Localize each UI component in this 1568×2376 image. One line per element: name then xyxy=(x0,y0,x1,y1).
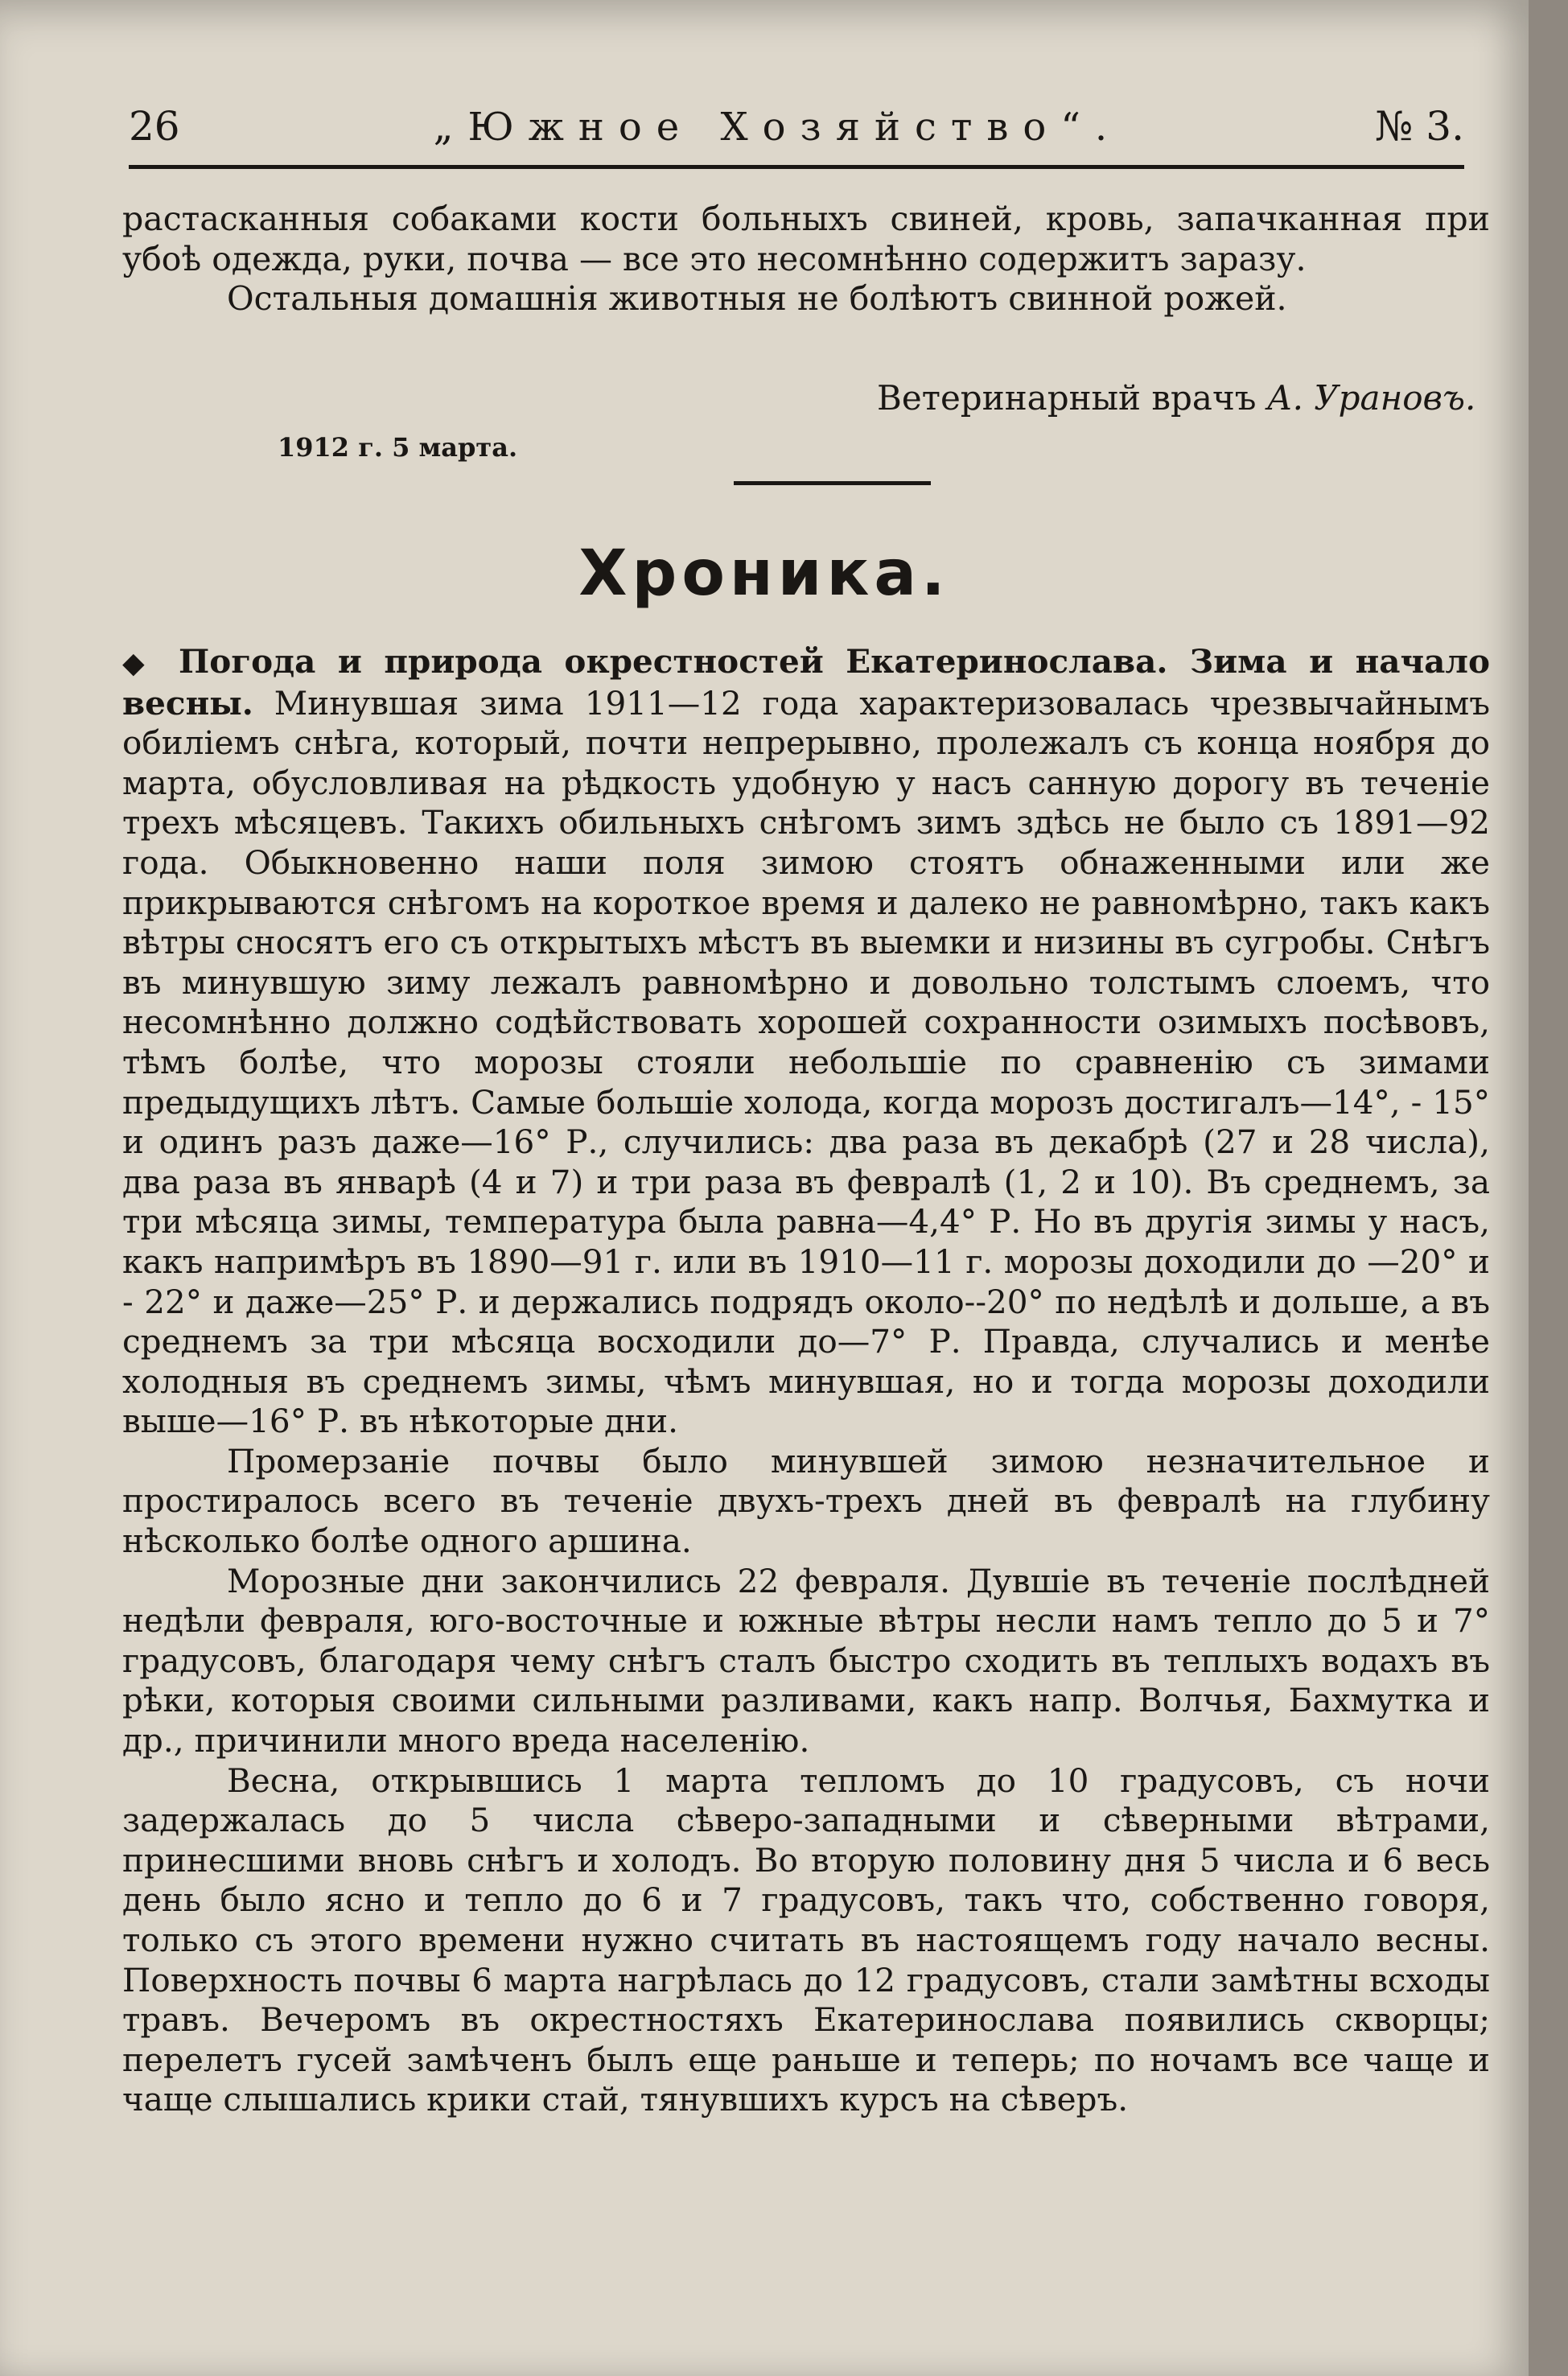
intro-paragraph: растасканныя собаками кости больныхъ свиней, кровь, запачканная при убоѣ одежда, руки, почва — все это несомнѣнно содержитъ заразу. xyxy=(122,200,1490,278)
header-rule xyxy=(129,165,1464,169)
intro-text xyxy=(122,200,1490,319)
section-title: Хроника. xyxy=(578,537,950,610)
article-paragraph-4: Весна, открывшись 1 марта тепломъ до 10 градусовъ, съ ночи задержалась до 5 числа сѣверо-западными и сѣверными вѣтрами, принесшими вновь снѣгъ и холодъ. Во вторую половину дня 5 числа и 6 весь день было ясно и тепло до 6 и 7 градусовъ, такъ что, собственно говоря, только съ этого времени нужно считать въ настоящемъ году начало весны. Поверхность почвы 6 марта нагрѣлась до 12 градусовъ, стали замѣтны всходы травъ. Вечеромъ въ окрестностяхъ Екатеринослава появились скворцы; перелетъ гусей замѣченъ былъ еще раньше и теперь; по ночамъ все чаще и чаще слышались крики стай, тянувшихъ курсъ на сѣверъ. xyxy=(122,1760,1490,2119)
page-number: 26 xyxy=(129,103,180,150)
article-paragraph-3: Морозные дни закончились 22 февраля. Дувшіе въ теченіе послѣдней недѣли февраля, юго-восточные и южные вѣтры несли намъ тепло до 5 и 7° градусовъ, благодаря чему снѣгъ сталъ быстро сходить въ теплыхъ водахъ въ рѣки, которыя своими сильными разливами, какъ напр. Волчья, Бахмутка и др., причинили много вреда населенію. xyxy=(122,1561,1490,1760)
article xyxy=(122,642,1490,2120)
article-paragraph-1 xyxy=(122,642,1490,1442)
signature-prefix: Ветеринарный врачъ xyxy=(877,378,1257,418)
signature-date: 1912 г. 5 марта. xyxy=(278,432,518,463)
signature-name: А. Урановъ. xyxy=(1266,378,1476,418)
article-heading: Погода и природа окрестностей Екатеринослава. Зима и начало весны. xyxy=(122,642,1490,723)
signature xyxy=(877,378,1475,418)
article-paragraph-2: Промерзаніе почвы было минувшей зимою незначительное и простиралось всего въ теченіе двухъ-трехъ дней въ февралѣ на глубину нѣсколько болѣе одного аршина. xyxy=(122,1441,1490,1561)
journal-title: „Южное Хозяйство“. xyxy=(433,105,1122,150)
running-header xyxy=(129,103,1464,150)
issue-number: № 3. xyxy=(1375,103,1464,150)
intro-sentence: Остальныя домашнія животныя не болѣютъ свинной рожей. xyxy=(227,279,1287,318)
article-text-1: Минувшая зима 1911—12 года характеризовалась чрезвычайнымъ обиліемъ снѣга, который, почти непрерывно, пролежалъ съ конца ноября до марта, обусловливая на рѣдкость удобную у насъ санную дорогу въ теченіе трехъ мѣсяцевъ. Такихъ обильныхъ снѣгомъ зимъ здѣсь не было съ 1891—92 года. Обыкновенно наши поля зимою стоятъ обнаженными или же прикрываются снѣгомъ на короткое время и далеко не равномѣрно, такъ какъ вѣтры сносятъ его съ открытыхъ мѣстъ въ выемки и низины въ сугробы. Снѣгъ въ минувшую зиму лежалъ равномѣрно и довольно толстымъ слоемъ, что несомнѣнно должно содѣйствовать хорошей сохранности озимыхъ посѣвовъ, тѣмъ болѣе, что морозы стояли небольшіе по сравненію съ зимами предыдущихъ лѣтъ. Самые большіе холода, когда морозъ достигалъ—14°, - 15° и одинъ разъ даже—16° Р., случились: два раза въ декабрѣ (27 и 28 числа), два раза въ январѣ (4 и 7) и три раза въ февралѣ (1, 2 и 10). Въ среднемъ, за три мѣсяца зимы, температура была равна—4,4° Р. Но въ другія зимы у насъ, какъ напримѣръ въ 1890—91 г. или въ 1910—11 г. морозы доходили до —20° и - 22° и даже—25° Р. и держались подрядъ около--20° по недѣлѣ и дольше, а въ среднемъ за три мѣсяца восходили до—7° Р. Правда, случались и менѣе холодныя въ среднемъ зимы, чѣмъ минувшая, но и тогда морозы доходили выше—16° Р. въ нѣкоторые дни. xyxy=(122,683,1490,1441)
section-divider xyxy=(734,481,931,485)
bullet-icon: ◆ xyxy=(122,647,145,680)
